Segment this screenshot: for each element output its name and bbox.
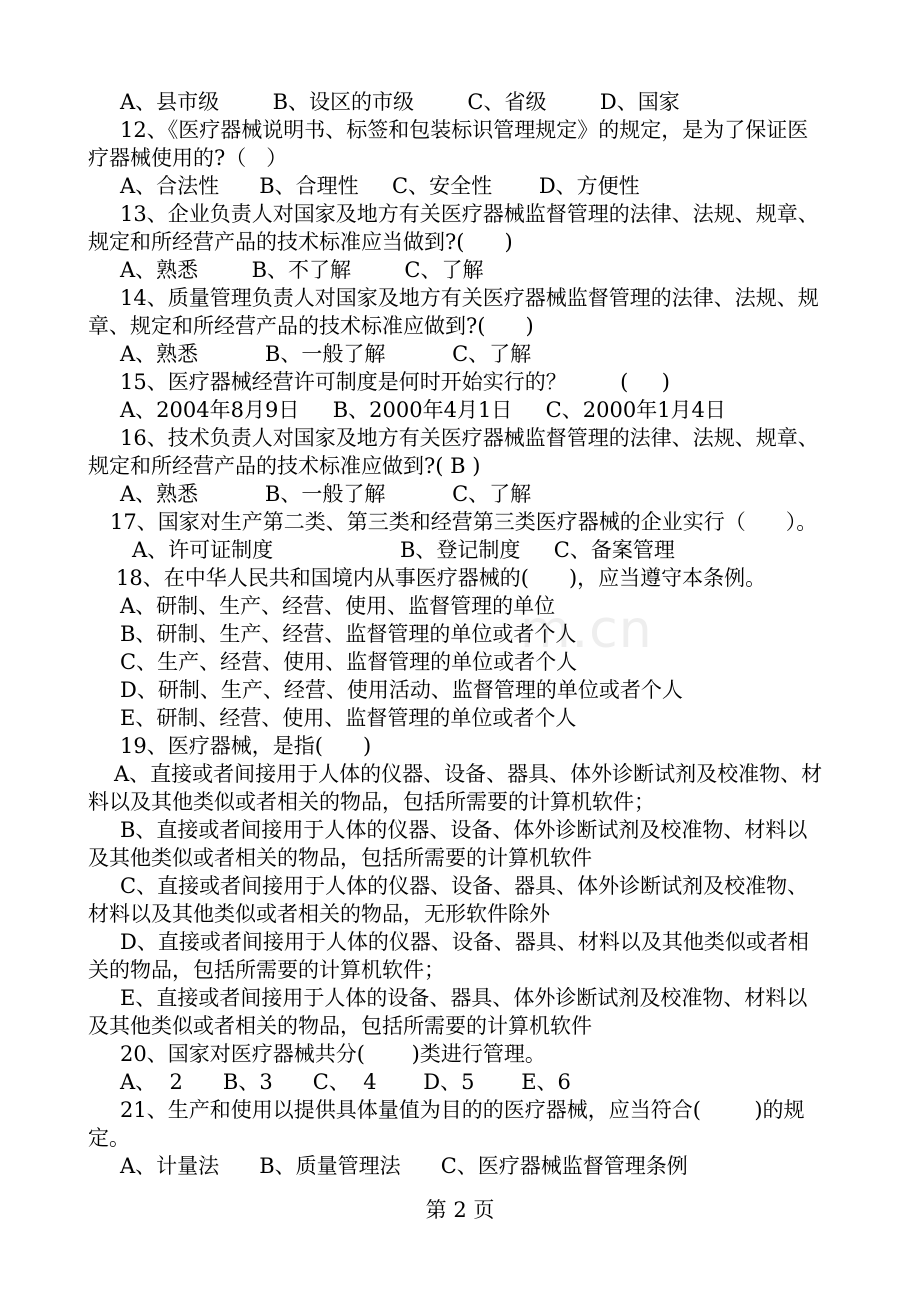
q16-options: A、熟悉 B、一般了解 C、了解 bbox=[120, 482, 532, 506]
q19-text: 19、医疗器械，是指( ) bbox=[120, 734, 372, 758]
q21-text-1: 21、生产和使用以提供具体量值为目的的医疗器械，应当符合( )的规 bbox=[120, 1098, 805, 1122]
q19-option-e-1: E、直接或者间接用于人体的设备、器具、体外诊断试剂及校准物、材料以 bbox=[120, 986, 808, 1010]
q13-text-1: 13、企业负责人对国家及地方有关医疗器械监督管理的法律、法规、规章、 bbox=[120, 202, 819, 226]
page-number: 第 2 页 bbox=[425, 1198, 495, 1222]
q15-options: A、2004年8月9日 B、2000年4月1日 C、2000年1月4日 bbox=[120, 398, 726, 422]
q21-text-2: 定。 bbox=[88, 1126, 130, 1150]
q15-text: 15、医疗器械经营许可制度是何时开始实行的？ ( ) bbox=[120, 370, 670, 394]
q12-text-1: 12、《医疗器械说明书、标签和包装标识管理规定》的规定，是为了保证医 bbox=[120, 118, 809, 142]
q12-options: A、合法性 B、合理性 C、安全性 D、方便性 bbox=[120, 174, 640, 198]
q13-options: A、熟悉 B、不了解 C、了解 bbox=[120, 258, 484, 282]
q18-option-c: C、生产、经营、使用、监督管理的单位或者个人 bbox=[120, 650, 578, 674]
q19-option-b-2: 及其他类似或者相关的物品，包括所需要的计算机软件 bbox=[88, 846, 592, 870]
q19-option-e-2: 及其他类似或者相关的物品，包括所需要的计算机软件 bbox=[88, 1014, 592, 1038]
q19-option-a-1: A、直接或者间接用于人体的仪器、设备、器具、体外诊断试剂及校准物、材 bbox=[114, 762, 823, 786]
q16-text-2: 规定和所经营产品的技术标准应做到?( B ) bbox=[88, 454, 481, 478]
q14-text-1: 14、质量管理负责人对国家及地方有关医疗器械监督管理的法律、法规、规 bbox=[120, 286, 819, 310]
watermark: m.cn bbox=[520, 600, 653, 660]
q16-text-1: 16、技术负责人对国家及地方有关医疗器械监督管理的法律、法规、规章、 bbox=[120, 426, 819, 450]
q14-text-2: 章、规定和所经营产品的技术标准应做到?( ) bbox=[88, 314, 534, 338]
q19-option-a-2: 料以及其他类似或者相关的物品，包括所需要的计算机软件； bbox=[88, 790, 655, 814]
q18-option-d: D、研制、生产、经营、使用活动、监督管理的单位或者个人 bbox=[120, 678, 683, 702]
q13-text-2: 规定和所经营产品的技术标准应当做到?( ) bbox=[88, 230, 513, 254]
q14-options: A、熟悉 B、一般了解 C、了解 bbox=[120, 342, 532, 366]
q19-option-b-1: B、直接或者间接用于人体的仪器、设备、体外诊断试剂及校准物、材料以 bbox=[120, 818, 808, 842]
q17-text: 17、国家对生产第二类、第三类和经营第三类医疗器械的企业实行（ ）。 bbox=[110, 510, 818, 534]
q19-option-c-2: 材料以及其他类似或者相关的物品，无形软件除外 bbox=[88, 902, 550, 926]
q18-option-e: E、研制、经营、使用、监督管理的单位或者个人 bbox=[120, 706, 577, 730]
q20-text: 20、国家对医疗器械共分( )类进行管理。 bbox=[120, 1042, 546, 1066]
q18-option-b: B、研制、生产、经营、监督管理的单位或者个人 bbox=[120, 622, 577, 646]
q19-option-d-2: 关的物品，包括所需要的计算机软件； bbox=[88, 958, 445, 982]
q17-options: A、许可证制度 B、登记制度 C、备案管理 bbox=[132, 538, 675, 562]
q20-options: A、 2 B、3 C、 4 D、5 E、6 bbox=[120, 1070, 571, 1094]
q21-options: A、计量法 B、质量管理法 C、医疗器械监督管理条例 bbox=[120, 1154, 688, 1178]
q19-option-c-1: C、直接或者间接用于人体的仪器、设备、器具、体外诊断试剂及校准物、 bbox=[120, 874, 809, 898]
q11-options: A、县市级 B、设区的市级 C、省级 D、国家 bbox=[120, 90, 680, 114]
q18-option-a: A、研制、生产、经营、使用、监督管理的单位 bbox=[120, 594, 556, 618]
q19-option-d-1: D、直接或者间接用于人体的仪器、设备、器具、材料以及其他类似或者相 bbox=[120, 930, 809, 954]
q12-text-2: 疗器械使用的?（ ） bbox=[88, 146, 288, 170]
q18-text: 18、在中华人民共和国境内从事医疗器械的( )，应当遵守本条例。 bbox=[116, 566, 767, 590]
